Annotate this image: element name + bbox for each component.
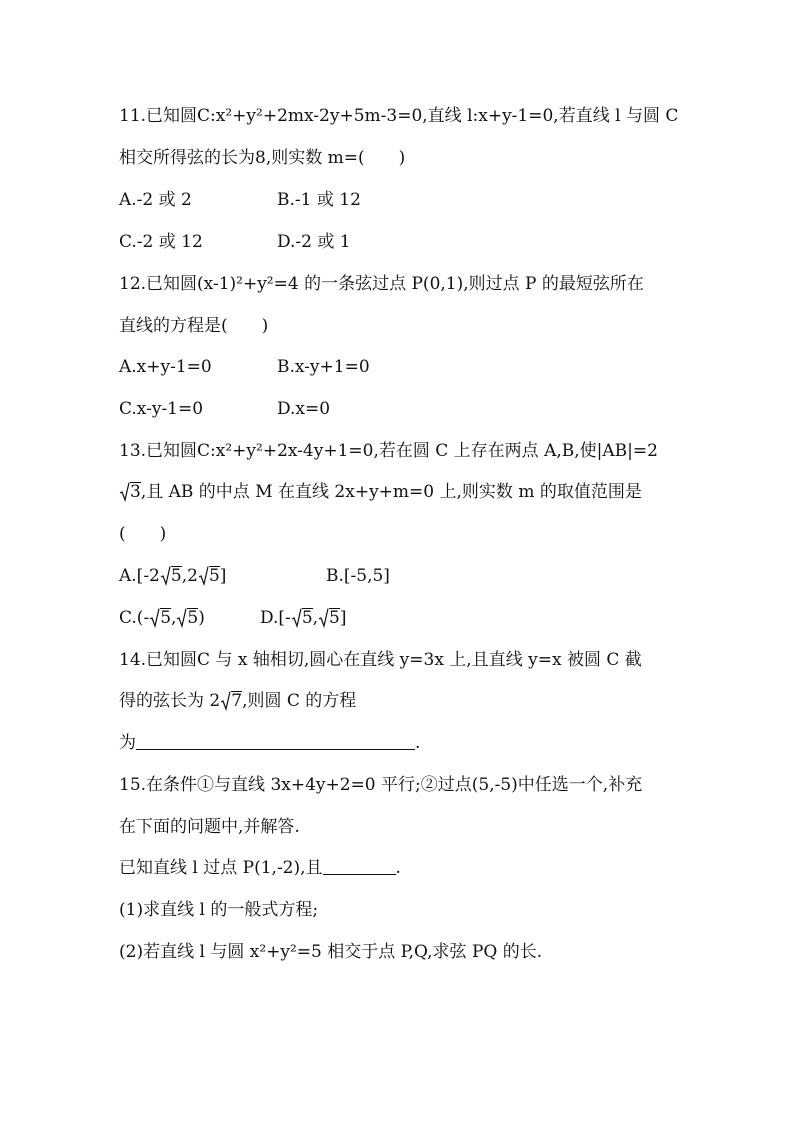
q13-stem-line2-text: ,且 AB 的中点 M 在直线 2x+y+m=0 上,则实数 m 的取值范围是	[140, 482, 642, 502]
q15-line3-post: .	[395, 858, 401, 878]
q11-option-a: A.-2 或 2	[119, 190, 192, 210]
q14-stem-line3	[119, 733, 420, 753]
q14-stem-line2-pre: 得的弦长为 2	[119, 691, 221, 711]
sqrt-sign	[198, 566, 220, 586]
q13-option-c-post: )	[198, 608, 205, 628]
q13-option-d-mid: ,	[312, 608, 319, 628]
q12-option-c: C.x-y-1=0	[119, 399, 204, 419]
q15-stem-line3	[119, 858, 401, 878]
q14-stem-line2	[119, 691, 356, 711]
q12-option-d: D.x=0	[277, 399, 331, 419]
q11-stem-line2: 相交所得弦的长为8,则实数 m=( )	[119, 148, 406, 168]
q14-answer-blank[interactable]	[136, 733, 415, 750]
sqrt-sign	[176, 608, 198, 628]
q13-option-a-post: ]	[219, 566, 227, 586]
q13-option-d-pre: D.[-	[260, 608, 291, 628]
q13-option-d-post: ]	[339, 608, 347, 628]
radicand: 5	[329, 608, 340, 628]
q14-radicand: 7	[231, 691, 243, 711]
radicand: 5	[208, 566, 220, 586]
q11-option-c: C.-2 或 12	[119, 232, 203, 252]
q13-option-a-mid: ,2	[181, 566, 198, 586]
q15-stem-line2: 在下面的问题中,并解答.	[119, 817, 300, 837]
q13-option-a-pre: A.[-2	[119, 566, 160, 586]
q13-option-b: B.[-5,5]	[326, 566, 390, 586]
q11-option-d: D.-2 或 1	[277, 232, 351, 252]
sqrt-sign	[149, 608, 171, 628]
q14-line3-pre: 为	[119, 733, 136, 753]
q12-option-b: B.x-y+1=0	[277, 357, 370, 377]
sqrt-sign	[291, 608, 313, 628]
q15-condition-blank[interactable]	[323, 858, 396, 875]
q13-radicand: 3	[130, 482, 141, 502]
radicand: 5	[301, 608, 313, 628]
q13-stem-line1: 13.已知圆C:x²+y²+2x-4y+1=0,若在圆 C 上存在两点 A,B,使|AB|=2	[119, 441, 658, 461]
q12-option-a: A.x+y-1=0	[119, 357, 212, 377]
q13-stem-line2	[119, 482, 642, 502]
q14-stem-line2-post: ,则圆 C 的方程	[242, 691, 357, 711]
q13-option-a	[119, 566, 226, 586]
q14-stem-line1: 14.已知圆C 与 x 轴相切,圆心在直线 y=3x 上,且直线 y=x 被圆 C 截	[119, 650, 642, 670]
q13-option-c	[119, 608, 205, 628]
radicand: 5	[187, 608, 199, 628]
q14-sqrt-sign	[220, 691, 242, 711]
q11-stem-line1: 11.已知圆C:x²+y²+2mx-2y+5m-3=0,直线 l:x+y-1=0,若直线 l 与圆 C	[119, 106, 679, 126]
q15-line3-pre: 已知直线 l 过点 P(1,-2),且	[119, 858, 323, 878]
q15-part-2: (2)若直线 l 与圆 x²+y²=5 相交于点 P,Q,求弦 PQ 的长.	[119, 942, 543, 962]
radicand: 5	[170, 566, 182, 586]
q12-stem-line2: 直线的方程是( )	[119, 316, 269, 336]
q15-part-1: (1)求直线 l 的一般式方程;	[119, 900, 319, 920]
radicand: 5	[160, 608, 172, 628]
q13-stem-line3: ( )	[119, 524, 167, 544]
sqrt-sign	[318, 608, 340, 628]
q13-option-c-pre: C.(-	[119, 608, 150, 628]
q14-line3-post: .	[415, 733, 421, 753]
q13-option-c-mid: ,	[171, 608, 177, 628]
q13-sqrt-sign	[119, 482, 141, 502]
q12-stem-line1: 12.已知圆(x-1)²+y²=4 的一条弦过点 P(0,1),则过点 P 的最短弦所在	[119, 274, 644, 294]
q11-option-b: B.-1 或 12	[277, 190, 361, 210]
q13-option-d	[260, 608, 347, 628]
q15-stem-line1: 15.在条件①与直线 3x+4y+2=0 平行;②过点(5,-5)中任选一个,补充	[119, 775, 643, 795]
sqrt-sign	[160, 566, 182, 586]
